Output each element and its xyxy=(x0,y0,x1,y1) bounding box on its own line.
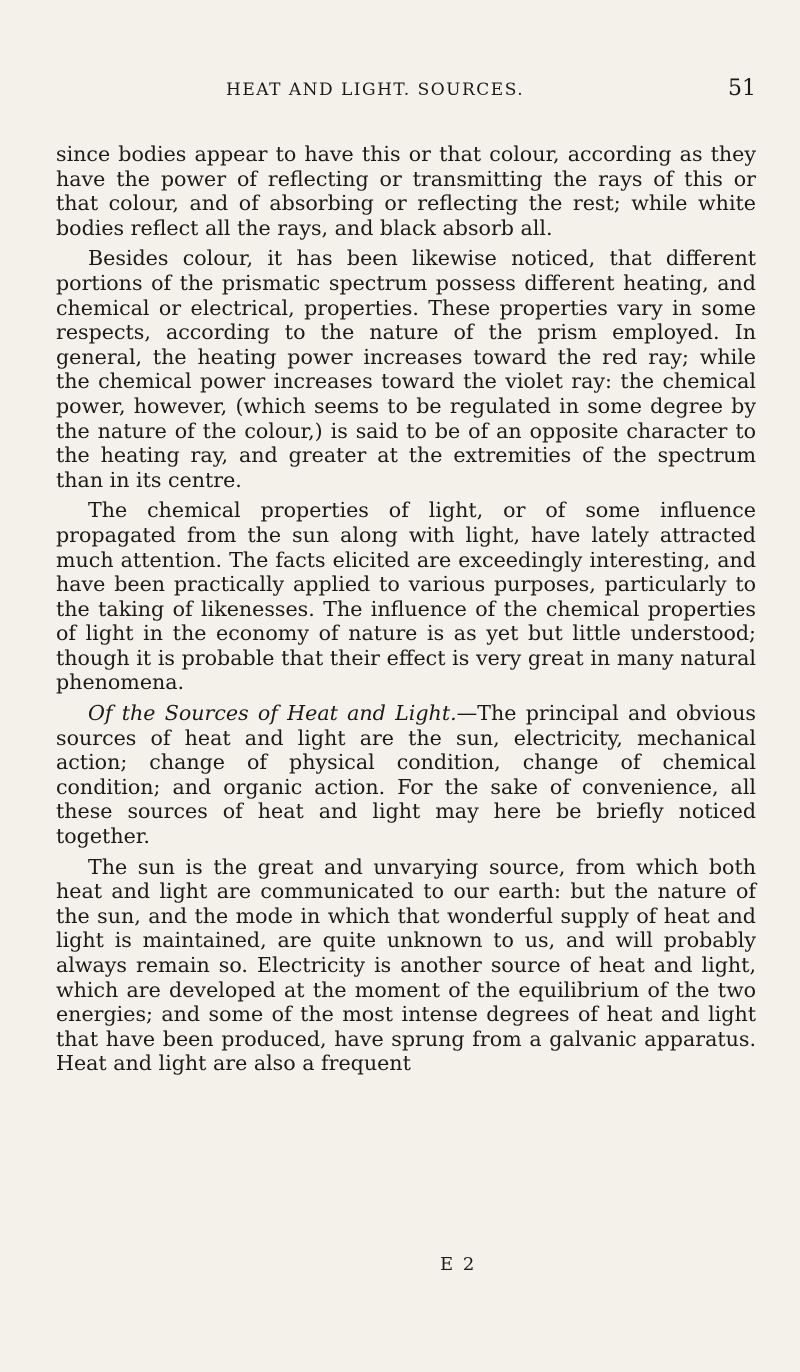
paragraph-1-text: since bodies appear to have this or that colour, according as they have the power of reflecting or transmitting the rays of this or that colour, and of absorbing or reflecting the rest; while white bodies reflect all the rays, and black absorb all. xyxy=(56,142,756,240)
section-heading: Of the Sources of Heat and Light. xyxy=(88,701,457,726)
paragraph-5-text: The sun is the great and unvarying source, from which both heat and light are communicated to our earth: but the nature of the sun, and the mode in which that wonderful supply of heat and light is maintained, are quite unknown to us, and will probably always remain so. Electricity is another source of heat and light, which are developed at the moment of the equilibrium of the two energies; and some of the most intense degrees of heat and light that have been produced, have sprung from a galvanic apparatus. Heat and light are also a frequent xyxy=(56,854,756,1076)
running-title: HEAT AND LIGHT. SOURCES. xyxy=(226,80,525,100)
paragraph-4-text: —The principal and obvious sources of heat and light are the sun, electricity, mechanical action; change of physical condition, change of chemical condition; and organic action. For the sake of convenience, all these sources of heat and light may here be briefly noticed together. xyxy=(56,701,757,849)
paragraph-2-text: Besides colour, it has been likewise noticed, that different portions of the prismatic spectrum possess different heating, and chemical or electrical, properties. These properties vary in some respects, according to the nature of the prism employed. In general, the heating power increases toward the red ray; while the chemical power increases toward the violet ray: the chemical power, however, (which seems to be regulated in some degree by the nature of the colour,) is said to be of an opposite character to the heating ray, and greater at the extremities of the spectrum than in its centre. xyxy=(56,246,756,492)
paragraph-5 xyxy=(56,855,756,1076)
paragraph-4 xyxy=(56,701,756,849)
paragraph-2 xyxy=(56,246,756,492)
body-text xyxy=(56,142,756,1076)
running-head xyxy=(56,76,756,114)
paragraph-1 xyxy=(56,142,756,240)
paragraph-3 xyxy=(56,498,756,695)
page-number: 51 xyxy=(728,76,756,101)
book-page xyxy=(56,76,757,1082)
paragraph-3-text: The chemical properties of light, or of some influence propagated from the sun along with light, have lately attracted much attention. The facts elicited are exceedingly interesting, and have been practically applied to various purposes, particularly to the taking of likenesses. The influence of the chemical properties of light in the economy of nature is as yet but little understood; though it is probable that their effect is very great in many natural phenomena. xyxy=(56,498,756,695)
signature-mark: E 2 xyxy=(440,1254,477,1275)
